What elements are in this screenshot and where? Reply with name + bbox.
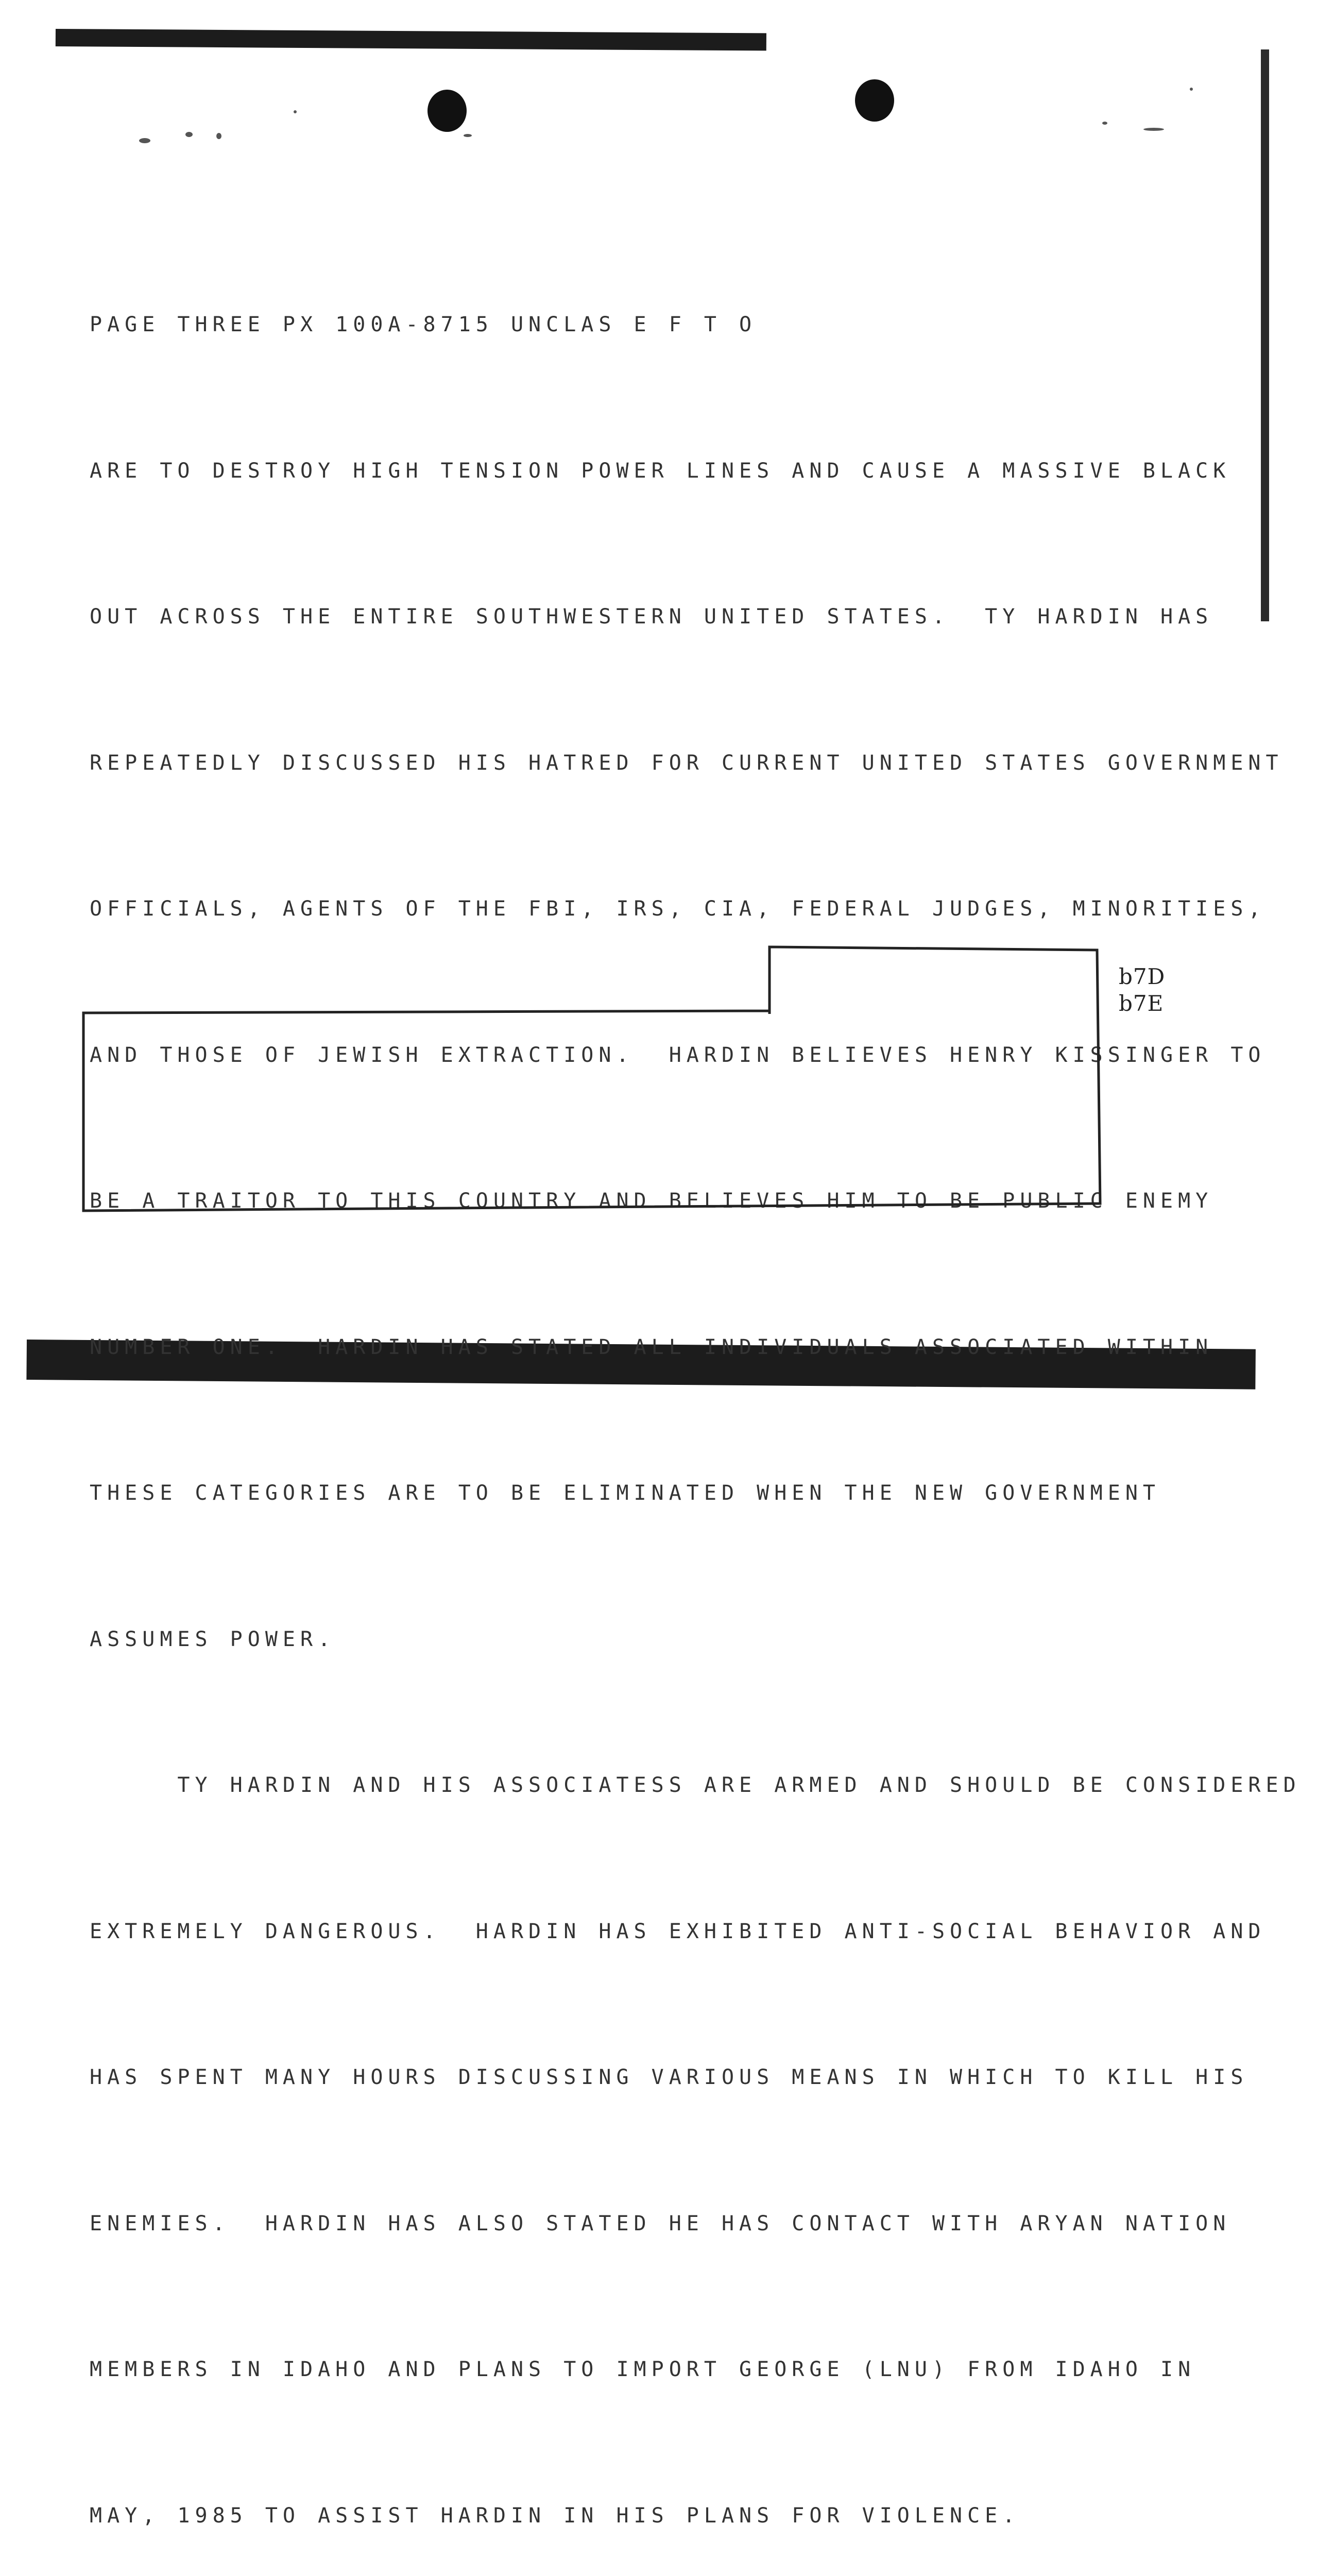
text-line: ENEMIES. HARDIN HAS ALSO STATED HE HAS CONTACT WITH ARYAN NATION xyxy=(90,2211,1231,2235)
text-line: HAS SPENT MANY HOURS DISCUSSING VARIOUS MEANS IN WHICH TO KILL HIS xyxy=(90,2065,1248,2089)
top-scan-border xyxy=(56,29,766,50)
scan-speck xyxy=(294,110,297,113)
text-line: MAY, 1985 TO ASSIST HARDIN IN HIS PLANS FOR VIOLENCE. xyxy=(90,2503,1020,2528)
punch-hole-right xyxy=(855,79,894,122)
scan-speck xyxy=(1143,128,1164,131)
scan-speck xyxy=(1102,122,1107,125)
punch-hole-left xyxy=(427,90,467,132)
scan-speck xyxy=(216,133,221,139)
header-line: PAGE THREE PX 100A-8715 UNCLAS E F T O xyxy=(90,313,757,336)
text-line: OUT ACROSS THE ENTIRE SOUTHWESTERN UNITED STATES. TY HARDIN HAS xyxy=(90,605,1213,629)
text-line: TY HARDIN AND HIS ASSOCIATESS ARE ARMED AND SHOULD BE CONSIDERED xyxy=(90,1773,1301,1797)
text-line: ASSUMES POWER. xyxy=(90,1627,336,1651)
text-line: THESE CATEGORIES ARE TO BE ELIMINATED WHEN THE NEW GOVERNMENT xyxy=(90,1481,1161,1505)
scan-speck xyxy=(139,138,150,143)
text-line: BE A TRAITOR TO THIS COUNTRY AND BELIEVES HIM TO BE PUBLIC ENEMY xyxy=(90,1189,1213,1213)
scan-speck xyxy=(185,132,193,137)
right-scan-border xyxy=(1261,49,1269,621)
text-line: REPEATEDLY DISCUSSED HIS HATRED FOR CURRENT UNITED STATES GOVERNMENT xyxy=(90,751,1284,775)
exemption-code-b7d: b7D xyxy=(1119,964,1166,989)
text-line: EXTREMELY DANGEROUS. HARDIN HAS EXHIBITED ANTI-SOCIAL BEHAVIOR AND xyxy=(90,1919,1266,1943)
text-line: MEMBERS IN IDAHO AND PLANS TO IMPORT GEORGE (LNU) FROM IDAHO IN xyxy=(90,2358,1196,2381)
text-line: AND THOSE OF JEWISH EXTRACTION. HARDIN BELIEVES HENRY KISSINGER TO xyxy=(90,1043,1266,1067)
foia-exemption-codes xyxy=(1119,963,1165,1017)
scan-speck xyxy=(464,134,472,137)
text-line: ARE TO DESTROY HIGH TENSION POWER LINES AND CAUSE A MASSIVE BLACK xyxy=(90,459,1231,483)
text-line: NUMBER ONE. HARDIN HAS STATED ALL INDIVIDUALS ASSOCIATED WITHIN xyxy=(90,1335,1213,1359)
text-line: OFFICIALS, AGENTS OF THE FBI, IRS, CIA, FEDERAL JUDGES, MINORITIES, xyxy=(90,897,1266,921)
exemption-code-b7e: b7E xyxy=(1119,991,1164,1016)
scan-speck xyxy=(1190,88,1193,91)
